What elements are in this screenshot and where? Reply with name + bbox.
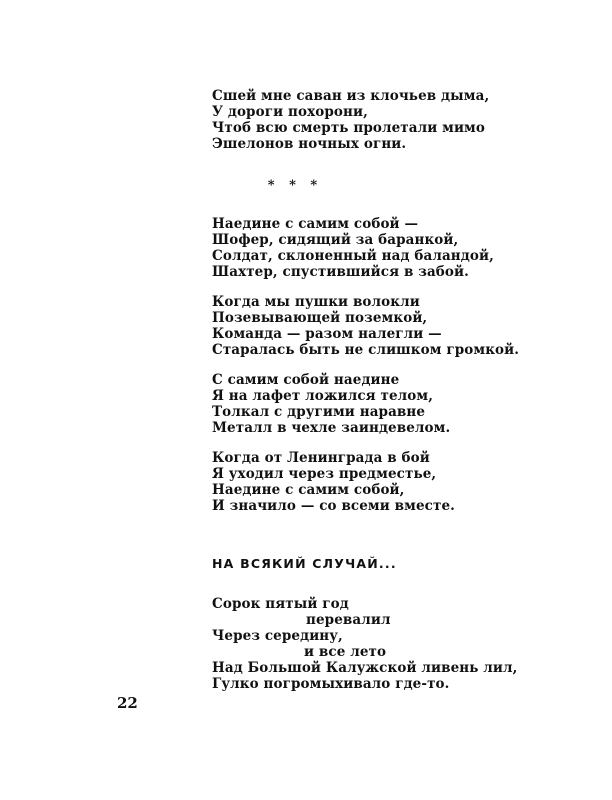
poem-line: Солдат, склоненный над баландой, [212, 248, 494, 264]
poem-line: У дороги похорони, [212, 104, 368, 120]
poem-line: Эшелонов ночных огни. [212, 136, 407, 152]
poem-line: Я на лафет ложился телом, [212, 388, 434, 404]
page-number: 22 [117, 694, 138, 712]
poem-stanza [212, 216, 512, 280]
poem-line: С самим собой наедине [212, 372, 400, 388]
poem-line: И значило — со всеми вместе. [212, 498, 455, 514]
poem-line: Толкал с другими наравне [212, 404, 426, 420]
section-separator: * * * [267, 178, 323, 193]
poem-line: Позевывающей поземкой, [212, 310, 428, 326]
poem-line-indented: перевалил [306, 612, 391, 628]
poem-line: Гулко погромыхивало где-то. [212, 676, 450, 692]
poem-line: Когда мы пушки волокли [212, 294, 420, 310]
poem-line: Старалась быть не слишком громкой. [212, 342, 520, 358]
poem-title: НА ВСЯКИЙ СЛУЧАЙ... [212, 556, 397, 571]
poem-line: Шахтер, спустившийся в забой. [212, 264, 469, 280]
poem-line: Команда — разом налегли — [212, 326, 442, 342]
poem-line: Шофер, сидящий за баранкой, [212, 232, 459, 248]
poem-stanza [212, 372, 512, 436]
poem-line: Над Большой Калужской ливень лил, [212, 660, 518, 676]
poem-line: Наедине с самим собой, [212, 482, 405, 498]
poem-stanza [212, 596, 518, 692]
poem-line: Через середину, [212, 628, 343, 644]
poem-line: Когда от Ленинграда в бой [212, 450, 430, 466]
poem-line-indented: и все лето [304, 644, 387, 660]
poem-line: Наедине с самим собой — [212, 216, 419, 232]
poem-line: Сшей мне саван из клочьев дыма, [212, 88, 490, 104]
poem-line: Я уходил через предместье, [212, 466, 437, 482]
poem-line: Сорок пятый год [212, 596, 349, 612]
poem-stanza [212, 450, 512, 514]
poem-stanza [212, 294, 520, 358]
poem-line: Чтоб всю смерть пролетали мимо [212, 120, 485, 136]
poem-line: Металл в чехле заиндевелом. [212, 420, 451, 436]
poem-stanza [212, 88, 512, 152]
